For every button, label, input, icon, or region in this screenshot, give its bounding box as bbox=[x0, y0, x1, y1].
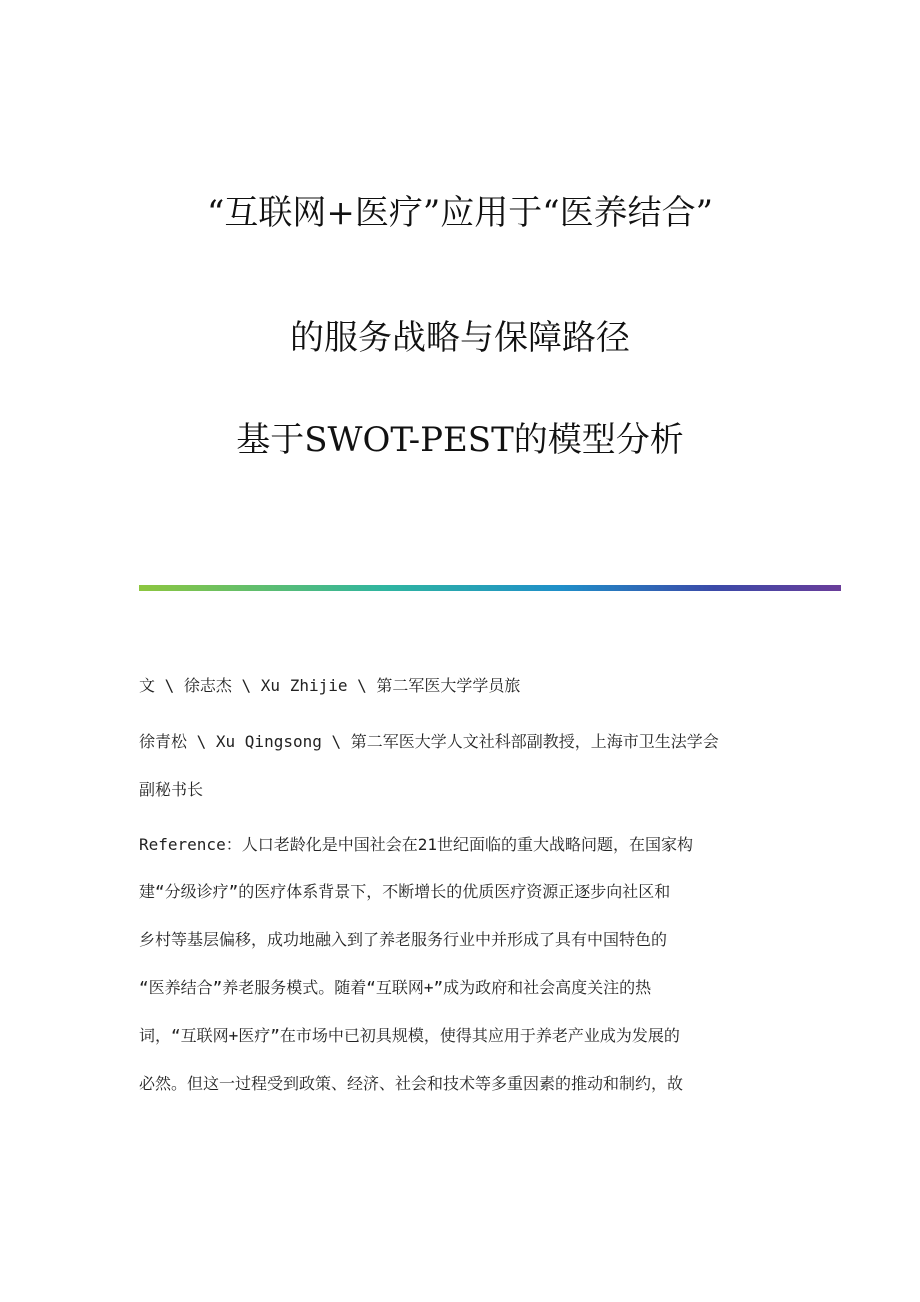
document-subtitle: 基于SWOT-PEST的模型分析 bbox=[236, 420, 684, 460]
abstract-line: Reference：人口老龄化是中国社会在21世纪面临的重大战略问题，在国家构 bbox=[139, 835, 693, 854]
author-line-2: 徐青松 \ Xu Qingsong \ 第二军医大学人文社科部副教授，上海市卫生法学会 bbox=[139, 732, 719, 751]
document-title-line-1: “互联网+医疗”应用于“医养结合” bbox=[206, 193, 713, 233]
abstract-line: 乡村等基层偏移，成功地融入到了养老服务行业中并形成了具有中国特色的 bbox=[139, 930, 668, 949]
abstract-line: 必然。但这一过程受到政策、经济、社会和技术等多重因素的推动和制约，故 bbox=[139, 1074, 684, 1093]
abstract-line: “医养结合”养老服务模式。随着“互联网+”成为政府和社会高度关注的热 bbox=[139, 978, 652, 997]
document-title-line-2: 的服务战略与保障路径 bbox=[290, 318, 630, 358]
author-line-1: 文 \ 徐志杰 \ Xu Zhijie \ 第二军医大学学员旅 bbox=[139, 676, 521, 695]
gradient-divider bbox=[139, 585, 841, 591]
author-line-2-continued: 副秘书长 bbox=[139, 780, 204, 799]
abstract-line: 建“分级诊疗”的医疗体系背景下，不断增长的优质医疗资源正逐步向社区和 bbox=[139, 882, 671, 901]
abstract-line: 词，“互联网+医疗”在市场中已初具规模，使得其应用于养老产业成为发展的 bbox=[139, 1026, 680, 1045]
